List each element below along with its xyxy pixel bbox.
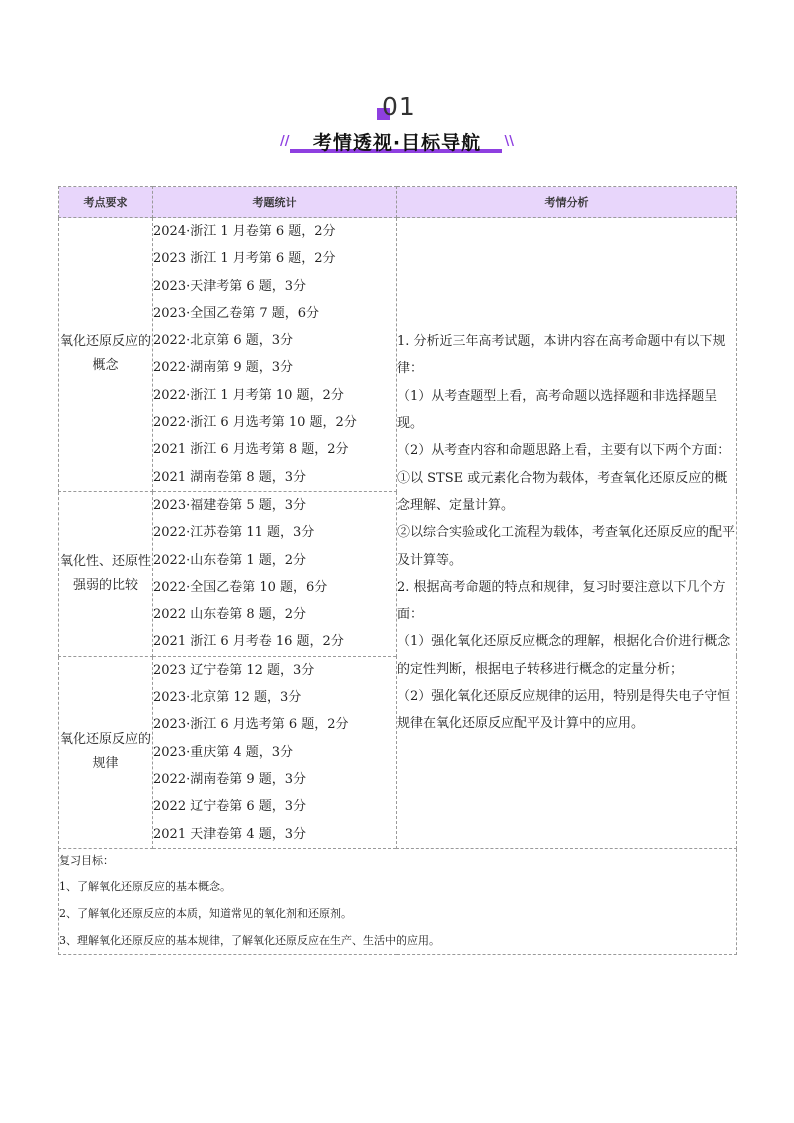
goal-item: 2、了解氧化还原反应的本质，知道常见的氧化剂和还原剂。 bbox=[59, 906, 352, 920]
table-header-row bbox=[59, 187, 737, 218]
stat-item: 2023 浙江 1 月考第 6 题，2分 bbox=[153, 251, 336, 267]
analysis-paragraph: ①以 STSE 或元素化合物为载体，考查氧化还原反应的概念理解、定量计算。 bbox=[397, 470, 728, 513]
stat-item: 2022 山东卷第 8 题，2分 bbox=[153, 607, 307, 623]
stat-item: 2022·全国乙卷第 10 题，6分 bbox=[153, 579, 328, 595]
topic-cell: 氧化还原反应的规律 bbox=[59, 656, 153, 848]
stat-item: 2024·浙江 1 月卷第 6 题，2分 bbox=[153, 224, 336, 239]
stats-cell bbox=[153, 491, 397, 656]
stat-item: 2021 湖南卷第 8 题，3分 bbox=[153, 469, 307, 485]
banner-deco-left: // bbox=[280, 134, 290, 149]
analysis-text bbox=[397, 328, 736, 737]
stats-cell bbox=[153, 656, 397, 848]
stat-item: 2021 天津卷第 4 题，3分 bbox=[153, 826, 307, 842]
stats-cell bbox=[153, 218, 397, 492]
stat-item: 2022·山东卷第 1 题，2分 bbox=[153, 552, 307, 568]
stat-item: 2023·全国乙卷第 7 题，6分 bbox=[153, 305, 320, 321]
stat-item: 2023·北京第 12 题，3分 bbox=[153, 690, 302, 706]
stat-item: 2021 浙江 6 月考卷 16 题，2分 bbox=[153, 634, 344, 650]
header-stats: 考题统计 bbox=[153, 187, 397, 218]
stat-item: 2023 辽宁卷第 12 题，3分 bbox=[153, 662, 315, 678]
stat-item: 2022·湖南第 9 题，3分 bbox=[153, 360, 294, 376]
section-banner bbox=[272, 128, 522, 156]
section-header bbox=[0, 92, 794, 162]
analysis-paragraph: 1. 分析近三年高考试题，本讲内容在高考命题中有以下规律： bbox=[397, 334, 726, 377]
stat-item: 2022·浙江 6 月选考第 10 题，2分 bbox=[153, 415, 357, 431]
topic-cell: 氧化性、还原性强弱的比较 bbox=[59, 491, 153, 656]
stat-item: 2022·北京第 6 题，3分 bbox=[153, 333, 294, 349]
stat-item: 2022·湖南卷第 9 题，3分 bbox=[153, 771, 307, 787]
header-analysis: 考情分析 bbox=[397, 187, 737, 218]
analysis-paragraph: （2）从考查内容和命题思路上看，主要有以下两个方面： bbox=[397, 443, 731, 459]
banner-deco-right: \\ bbox=[504, 134, 514, 149]
stat-item: 2021 浙江 6 月选考第 8 题，2分 bbox=[153, 442, 349, 458]
section-title: 考情透视·目标导航 bbox=[312, 132, 482, 154]
analysis-paragraph: （1）强化氧化还原反应概念的理解，根据化合价进行概念的定性判断，根据电子转移进行概念的定量分析； bbox=[397, 634, 731, 677]
analysis-paragraph: 2. 根据高考命题的特点和规律，复习时要注意以下几个方面： bbox=[397, 579, 726, 623]
stat-item: 2023·重庆第 4 题，3分 bbox=[153, 744, 294, 760]
goals-cell bbox=[59, 848, 737, 954]
goals-row bbox=[59, 848, 737, 954]
stat-item: 2022·江苏卷第 11 题，3分 bbox=[153, 525, 315, 541]
analysis-paragraph: （2）强化氧化还原反应规律的运用，特别是得失电子守恒规律在氧化还原反应配平及计算中的应用。 bbox=[397, 689, 731, 732]
stat-item: 2023·天津考第 6 题，3分 bbox=[153, 278, 307, 294]
stat-item: 2023·浙江 6 月选考第 6 题，2分 bbox=[153, 717, 349, 733]
section-number bbox=[376, 94, 420, 124]
table-row bbox=[59, 218, 737, 492]
analysis-paragraph: （1）从考查题型上看，高考命题以选择题和非选择题呈现。 bbox=[397, 388, 718, 432]
topic-cell: 氧化还原反应的概念 bbox=[59, 218, 153, 492]
analysis-cell bbox=[397, 218, 737, 849]
stat-item: 2022·浙江 1 月考第 10 题，2分 bbox=[153, 387, 344, 403]
goals-title: 复习目标： bbox=[59, 853, 114, 867]
goal-item: 3、理解氧化还原反应的基本规律，了解氧化还原反应在生产、生活中的应用。 bbox=[59, 933, 440, 947]
stat-item: 2023·福建卷第 5 题，3分 bbox=[153, 497, 307, 513]
analysis-paragraph: ②以综合实验或化工流程为载体，考查氧化还原反应的配平及计算等。 bbox=[397, 525, 736, 568]
exam-analysis-table bbox=[58, 186, 737, 955]
section-number-text: 01 bbox=[382, 92, 416, 121]
goal-item: 1、了解氧化还原反应的基本概念。 bbox=[59, 879, 231, 893]
header-topic: 考点要求 bbox=[59, 187, 153, 218]
stat-item: 2022 辽宁卷第 6 题，3分 bbox=[153, 799, 307, 815]
